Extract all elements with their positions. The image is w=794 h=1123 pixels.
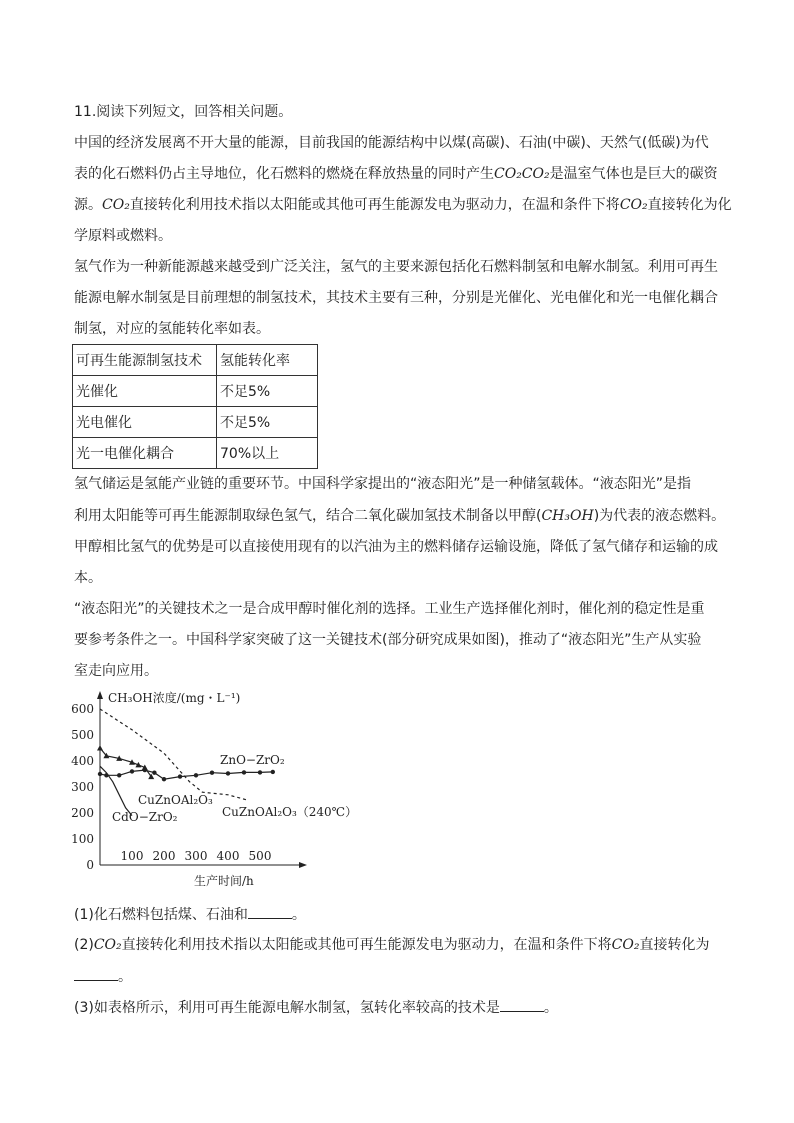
formula-co2: CO₂ (611, 937, 640, 953)
series-point (210, 771, 214, 775)
series-line (100, 770, 273, 779)
x-axis-label: 生产时间/h (194, 874, 254, 888)
question-2 (74, 935, 709, 955)
table-cell: 不足5% (217, 407, 318, 438)
series-point (258, 770, 262, 774)
series-point (226, 771, 230, 775)
formula-co2: CO₂ (102, 197, 130, 213)
table-row (73, 407, 318, 438)
series-label-cuznoal2o3-240: CuZnOAl₂O₃（240℃） (222, 805, 358, 819)
series-point (98, 772, 102, 776)
question-1-text: (1)化石燃料包括煤、石油和 (74, 907, 248, 923)
conversion-table (72, 344, 318, 469)
y-tick-label: 600 (71, 702, 94, 716)
para3-line1: 氢气储运是氢能产业链的重要环节。中国科学家提出的“液态阳光”是一种储氢载体。“液态阳光”是指 (74, 476, 692, 492)
question-2-text: 直接转化利用技术指以太阳能或其他可再生能源发电为驱动力，在温和条件下将 (121, 937, 612, 953)
para1-line1: 中国的经济发展离不开大量的能源，目前我国的能源结构中以煤(高碳)、石油(中碳)、天然气(低碳)为代 (74, 135, 709, 151)
y-tick-label: 300 (71, 780, 94, 794)
x-tick-label: 300 (184, 849, 208, 863)
question-1-end: 。 (291, 907, 306, 923)
table-cell: 光一电催化耦合 (73, 438, 217, 469)
table-header-cell: 可再生能源制氢技术 (73, 345, 217, 376)
para2-line1: 氢气作为一种新能源越来越受到广泛关注，氢气的主要来源包括化石燃料制氢和电解水制氢。利用可再生 (74, 259, 718, 275)
series-point (117, 773, 121, 777)
table-header-cell: 氢能转化率 (217, 345, 318, 376)
x-tick-label: 200 (152, 849, 176, 863)
answer-blank-1[interactable] (248, 904, 292, 919)
table-row (73, 376, 318, 407)
para3-line3: 甲醇相比氢气的优势是可以直接使用现有的以汽油为主的燃料储存运输设施，降低了氢气储存和运输的成 (74, 539, 718, 555)
question-1 (74, 904, 306, 925)
y-tick-label: 0 (86, 858, 94, 872)
table-cell: 70%以上 (217, 438, 318, 469)
question-intro-text: 阅读下列短文，回答相关问题。 (96, 104, 293, 120)
para1-text: 源。 (74, 197, 102, 213)
y-tick-label: 200 (71, 806, 94, 820)
x-tick-label: 500 (248, 849, 272, 863)
question-2-text: 直接转化为 (639, 937, 710, 953)
x-axis-arrow (299, 862, 307, 868)
table-header-row (73, 345, 318, 376)
formula-co2: CO₂CO₂ (494, 166, 550, 182)
question-intro (74, 102, 292, 122)
series-line (100, 766, 132, 815)
para1-text: 直接转化为化 (647, 197, 732, 213)
x-tick-label: 400 (216, 849, 240, 863)
series-point (152, 771, 156, 775)
question-2-end: 。 (118, 969, 132, 985)
series-line (100, 748, 151, 777)
para1-line3 (74, 195, 732, 215)
question-3-end: 。 (543, 1000, 558, 1016)
x-tick-label: 100 (120, 849, 144, 863)
series-point (194, 773, 198, 777)
y-tick-label: 500 (71, 728, 94, 742)
para1-text: 表的化石燃料仍占主导地位，化石燃料的燃烧在释放热量的同时产生 (74, 166, 494, 182)
formula-ch3oh: CH₃OH (541, 508, 594, 524)
y-tick-labels (71, 702, 94, 872)
para1-text: 是温室气体也是巨大的碳资 (549, 166, 718, 182)
table-cell: 光电催化 (73, 407, 217, 438)
para4-line2: 要参考条件之一。中国科学家突破了这一关键技术(部分研究成果如图)，推动了“液态阳光”生产从实验 (74, 632, 702, 648)
answer-blank-3[interactable] (500, 997, 544, 1012)
methanol-concentration-chart (70, 688, 370, 893)
series-point (130, 769, 134, 773)
para2-line3: 制氢，对应的氢能转化率如表。 (74, 321, 270, 337)
chart-axes (97, 691, 307, 868)
y-axis-arrow (97, 691, 103, 699)
table-row (73, 438, 318, 469)
series-point (242, 770, 246, 774)
question-number: 11. (74, 104, 97, 120)
table-cell: 光催化 (73, 376, 217, 407)
para1-line4: 学原料或燃料。 (74, 228, 172, 244)
series-point (271, 770, 275, 774)
question-3 (74, 997, 558, 1018)
para4-line3: 室走向应用。 (74, 663, 158, 679)
series-point (162, 777, 166, 781)
para3-line4: 本。 (74, 570, 102, 586)
question-2-text: (2) (74, 937, 94, 953)
series-label-cuznoal2o3: CuZnOAl₂O₃ (138, 793, 213, 807)
para3-text: 利用太阳能等可再生能源制取绿色氢气，结合二氧化碳加氢技术制备以甲醇( (74, 508, 542, 524)
series-label-zno-zro2: ZnO−ZrO₂ (220, 753, 285, 767)
series-label-cdo-zro2: CdO−ZrO₂ (112, 810, 178, 824)
x-tick-labels (121, 849, 272, 863)
y-tick-label: 400 (71, 754, 94, 768)
answer-blank-2[interactable] (74, 966, 118, 981)
para3-text: )为代表的液态燃料。 (593, 508, 726, 524)
formula-co2: CO₂ (619, 197, 648, 213)
para1-text: 直接转化利用技术指以太阳能或其他可再生能源发电为驱动力，在温和条件下将 (129, 197, 620, 213)
para2-line2: 能源电解水制氢是目前理想的制氢技术，其技术主要有三种，分别是光催化、光电催化和光一电催化耦合 (74, 290, 718, 306)
question-2-answer-line (74, 966, 132, 987)
para3-line2 (74, 506, 725, 526)
y-axis-label: CH₃OH浓度/(mg・L⁻¹) (108, 691, 241, 705)
formula-co2: CO₂ (93, 937, 122, 953)
para4-line1: “液态阳光”的关键技术之一是合成甲醇时催化剂的选择。工业生产选择催化剂时，催化剂的稳定性是重 (74, 601, 705, 617)
series-point (178, 774, 182, 778)
y-tick-label: 100 (71, 832, 94, 846)
table-cell: 不足5% (217, 376, 318, 407)
para1-line2 (74, 164, 718, 184)
question-3-text: (3)如表格所示，利用可再生能源电解水制氢，氢转化率较高的技术是 (74, 1000, 500, 1016)
series-point (97, 745, 103, 751)
